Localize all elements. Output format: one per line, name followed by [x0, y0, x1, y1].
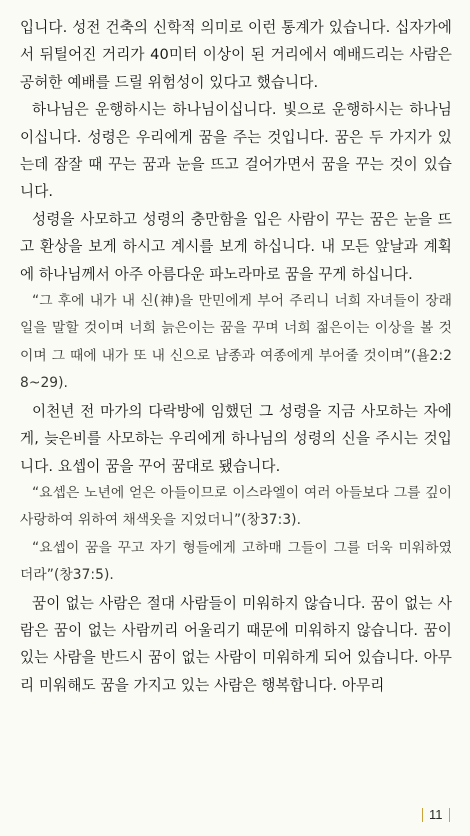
body-text [20, 14, 452, 699]
scripture-quote: “요셉이 꿈을 꾸고 자기 형들에게 고하매 그들이 그를 더욱 미워하였더라”(창37:5). [20, 539, 452, 584]
paragraph: 이천년 전 마가의 다락방에 임했던 그 성령을 지금 사모하는 자에게, 늦은비를 사모하는 우리에게 하나님의 성령의 신을 주시는 것입니다. 요셉이 꿈을 꾸어 꿈대로 됐습니다. [20, 402, 452, 475]
page-number-bar [422, 808, 424, 822]
scripture-quote: “그 후에 내가 내 신(神)을 만민에게 부어 주리니 너희 자녀들이 장래 일을 말할 것이며 너희 늙은이는 꿈을 꾸며 너희 젊은이는 이상을 볼 것이며 그 때에 내가 또 내 신으로 남종과 여종에게 부어줄 것이며”(욜2:28~29). [20, 293, 452, 392]
scripture-quote: “요셉은 노년에 얻은 아들이므로 이스라엘이 여러 아들보다 그를 깊이 사랑하여 위하여 채색옷을 지었더니”(창37:3). [20, 484, 452, 529]
page-footer [422, 807, 451, 822]
paragraph: 하나님은 운행하시는 하나님이십니다. 빛으로 운행하시는 하나님이십니다. 성령은 우리에게 꿈을 주는 것입니다. 꿈은 두 가지가 있는데 잠잘 때 꾸는 꿈과 눈을 뜨고 걸어가면서 꿈을 꾸는 것이 있습니다. [20, 101, 452, 201]
page-number-bar [449, 808, 451, 822]
paragraph: 성령을 사모하고 성령의 충만함을 입은 사람이 꾸는 꿈은 눈을 뜨고 환상을 보게 하시고 계시를 보게 하십니다. 내 모든 앞날과 계획에 하나님께서 아주 아름다운 파노라마로 꿈을 꾸게 하십니다. [20, 210, 452, 283]
paragraph: 입니다. 성전 건축의 신학적 의미로 이런 통계가 있습니다. 십자가에서 뒤틸어진 거리가 40미터 이상이 된 거리에서 예배드리는 사람은 공허한 예배를 드릴 위험성이 있다고 했습니다. [20, 19, 452, 91]
paragraph: 꿈이 없는 사람은 절대 사람들이 미워하지 않습니다. 꿈이 없는 사람은 꿈이 없는 사람끼리 어울리기 때문에 미워하지 않습니다. 꿈이 있는 사람을 반드시 꿈이 없는 사람이 미워하게 되어 있습니다. 아무리 미워해도 꿈을 가지고 있는 사람은 행복합니다. 아무리 [20, 594, 452, 694]
page-number: 11 [429, 807, 443, 822]
